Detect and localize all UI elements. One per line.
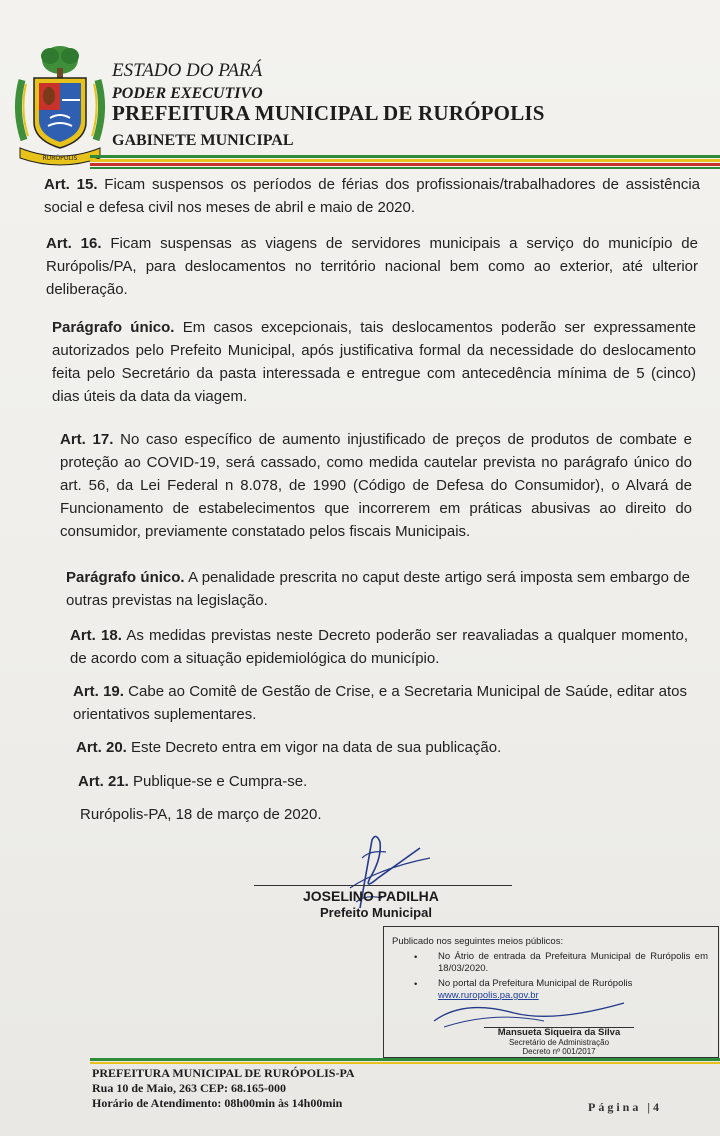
signature-line <box>254 885 512 886</box>
portal-link[interactable]: www.ruropolis.pa.gov.br <box>438 990 539 1001</box>
header-stripe-red <box>90 163 720 166</box>
power-heading: PODER EXECUTIVO <box>112 85 263 102</box>
bullet-icon: • <box>414 952 418 963</box>
article-label: Art. 19. <box>73 683 124 700</box>
office-heading: GABINETE MUNICIPAL <box>112 132 294 149</box>
article-17-paragraph <box>66 566 690 612</box>
stamp-signer-role: Secretário de Administração <box>508 1038 610 1047</box>
footer-stripe-green <box>90 1058 720 1061</box>
stamp-decree: Decreto nº 001/2017 <box>522 1047 596 1056</box>
article-16-paragraph <box>52 316 696 408</box>
article-text: Em casos excepcionais, tais deslocamentos poderão ser expressamente autorizados pelo Prefeito Municipal, após justificativa formal da necessidade do deslocamento feita pelo Secretário da pasta interessada e entregue com antecedência mínima de 5 (cinco) dias úteis da data da viagem. <box>52 319 696 405</box>
article-text: A penalidade prescrita no caput deste artigo será imposta sem embargo de outras previstas na legislação. <box>66 569 690 609</box>
municipal-crest-icon <box>10 40 110 170</box>
header-stripe-green <box>90 155 720 158</box>
article-15 <box>44 173 700 219</box>
footer-stripe-yellow <box>90 1062 720 1064</box>
page-number: Página |4 <box>588 1100 662 1114</box>
stamp-signer-name: Mansueta Siqueira da Silva <box>497 1027 621 1038</box>
footer-prefecture: PREFEITURA MUNICIPAL DE RURÓPOLIS-PA <box>92 1066 355 1080</box>
article-21 <box>78 770 678 793</box>
article-text: Publique-se e Cumpra-se. <box>128 773 308 790</box>
article-19 <box>73 680 687 726</box>
header-stripe-yellow <box>90 159 720 162</box>
header-stripe-green-2 <box>90 167 720 169</box>
article-text: Cabe ao Comitê de Gestão de Crise, e a Secretaria Municipal de Saúde, editar atos orientativos suplementares. <box>73 683 688 723</box>
article-18 <box>70 624 688 670</box>
bullet-icon: • <box>414 979 418 990</box>
article-label: Art. 17. <box>60 431 114 448</box>
article-20 <box>76 736 676 759</box>
crest-ribbon-label: RURÓPOLIS <box>42 155 78 162</box>
article-16 <box>46 232 698 301</box>
article-17 <box>60 428 692 543</box>
article-text: As medidas previstas neste Decreto poderão ser reavaliadas a qualquer momento, de acordo com a situação epidemiológica do município. <box>70 627 688 667</box>
article-text: Este Decreto entra em vigor na data de sua publicação. <box>126 739 502 756</box>
article-label: Art. 21. <box>78 773 129 790</box>
place-date: Rurópolis-PA, 18 de março de 2020. <box>80 806 322 823</box>
publication-title: Publicado nos seguintes meios públicos: <box>392 936 564 947</box>
publication-item: No portal da Prefeitura Municipal de Rurópolis <box>438 978 633 989</box>
article-text: Ficam suspensas as viagens de servidores municipais a serviço do município de Rurópolis/PA, para deslocamentos no território nacional bem como ao exterior, até ulterior deliberação. <box>46 235 698 298</box>
prefecture-heading: PREFEITURA MUNICIPAL DE RURÓPOLIS <box>112 101 545 125</box>
article-label: Art. 15. <box>44 176 98 193</box>
article-label: Art. 18. <box>70 627 122 644</box>
article-label: Art. 16. <box>46 235 102 252</box>
article-label: Art. 20. <box>76 739 127 756</box>
publication-item: No Átrio de entrada da Prefeitura Municipal de Rurópolis em 18/03/2020. <box>438 951 708 974</box>
publication-stamp <box>383 926 719 1058</box>
footer-address: Rua 10 de Maio, 263 CEP: 68.165-000 <box>92 1081 286 1095</box>
signer-role: Prefeito Municipal <box>320 905 432 920</box>
article-text: No caso específico de aumento injustificado de preços de produtos de combate e proteção ao COVID-19, será cassado, como medida cautelar prevista no parágrafo único do art. 56, da Lei Federal n 8.078, de 1990 (Código de Defesa do Consumidor), o Alvará de Funcionamento de estabelecimentos que incorrerem em práticas abusivas ao direito do consumidor, previamente constatado pelos fiscais Municipais. <box>60 431 692 540</box>
signer-name: JOSELINO PADILHA <box>303 888 439 904</box>
state-heading: ESTADO DO PARÁ <box>112 60 263 81</box>
article-label: Parágrafo único. <box>66 569 185 586</box>
article-text: Ficam suspensos os períodos de férias dos profissionais/trabalhadores de assistência social e defesa civil nos meses de abril e maio de 2020. <box>44 176 701 216</box>
article-label: Parágrafo único. <box>52 319 175 336</box>
footer-hours: Horário de Atendimento: 08h00min às 14h00min <box>92 1096 343 1110</box>
